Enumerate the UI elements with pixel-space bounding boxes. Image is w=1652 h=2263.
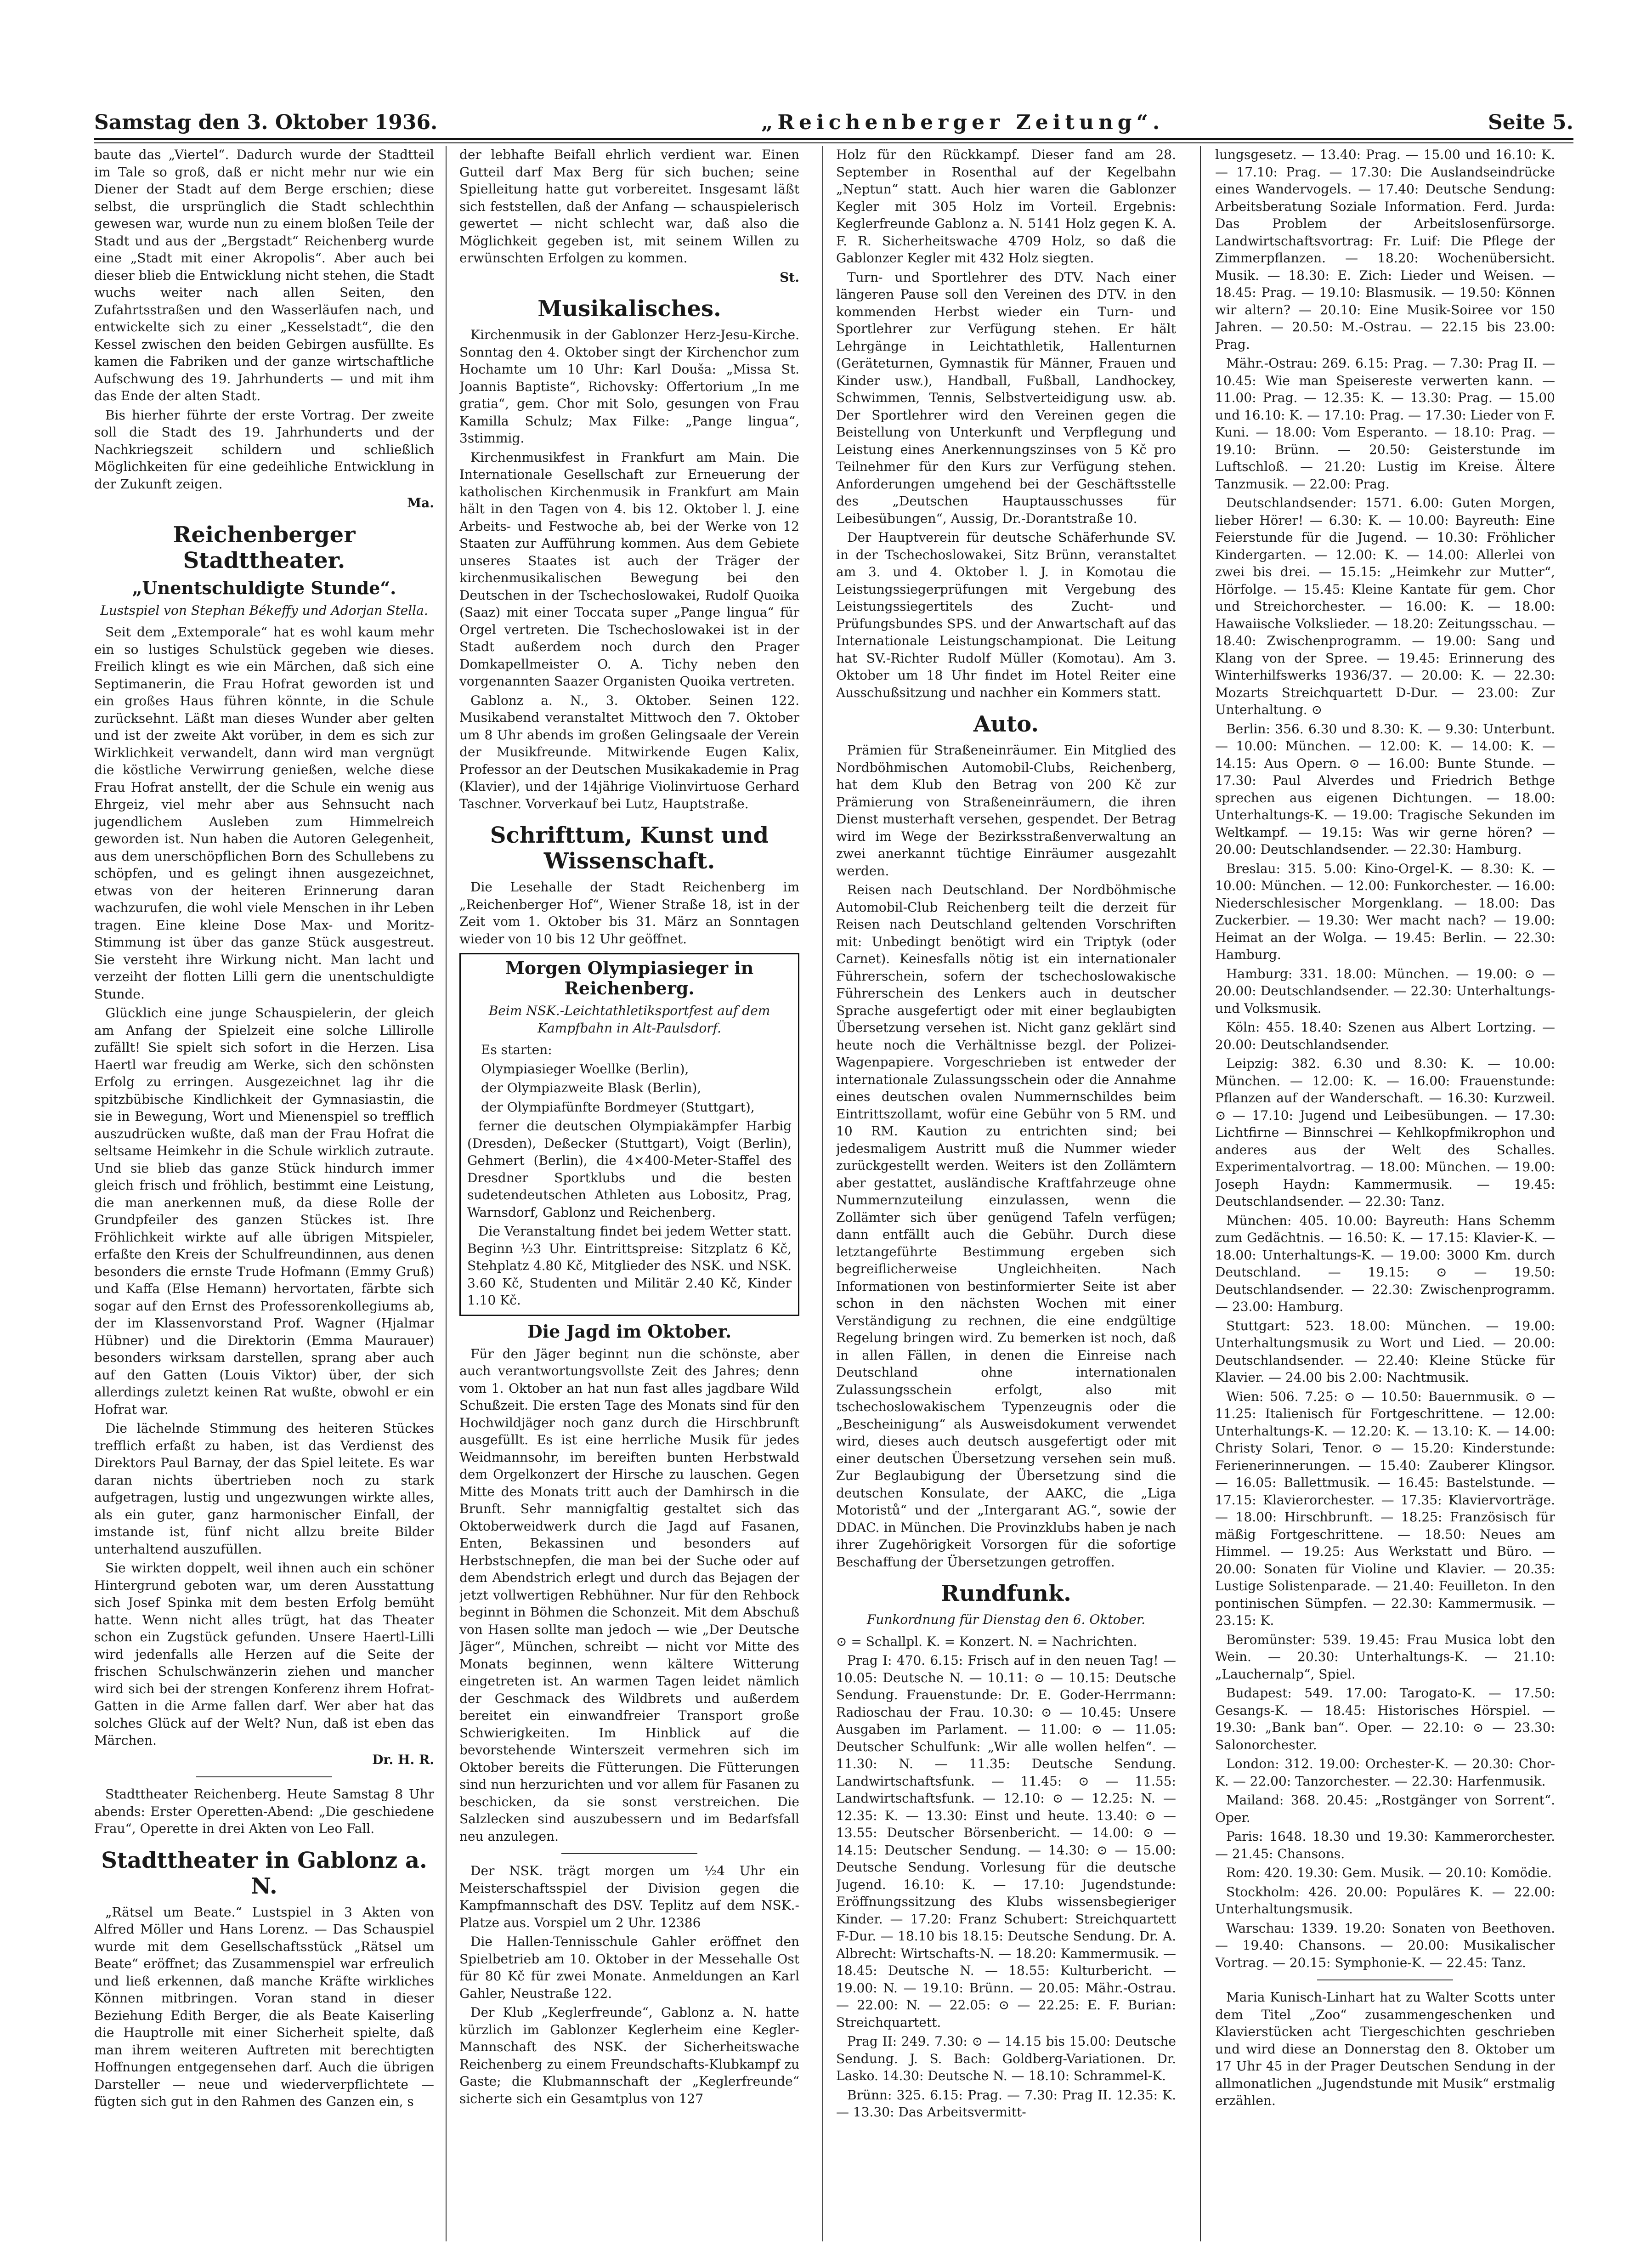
radio-station-listing: Hamburg: 331. 18.00: München. — 19.00: ⊙ — 20.00: Deutschlandsender. — 22.30: Unterhaltungs- und Volksmusik.	[1215, 966, 1555, 1016]
article-text: der lebhafte Beifall ehrlich verdient war. Einen Gutteil darf Max Berg für sich buchen; seine Spielleitung hatte gut vorbereitet. Insgesamt läßt sich feststellen, daß der Anfang — schauspielerisch gewertet — nicht schlecht war, daß also die Möglichkeit gegeben ist, mit seinem Willen zu erwünschten Erfolgen zu kommen.	[459, 147, 799, 266]
article-text: Gablonz a. N., 3. Oktober. Seinen 122. Musikabend veranstaltet Mittwoch den 7. Oktober um 8 Uhr abends im großen Gelingsaale der Verein der Musikfreunde. Mitwirkende Eugen Kalix, Professor an der Deutschen Musikakademie in Prag (Klavier), und der 14jährige Violinvirtuose Gerhard Taschner. Vorverkauf bei Lutz, Hauptstraße.	[459, 692, 799, 811]
article-text: ferner die deutschen Olympiakämpfer Harbig (Dresden), Deßecker (Stuttgart), Voigt (Berlin), Gehmert (Berlin), die 4×400-Meter-Staffel des Dresdner Sportklubs und die besten sudetendeutschen Athleten aus Lobositz, Prag, Warnsdorf, Gablonz und Reichenberg.	[467, 1118, 792, 1220]
article-text: Die Lesehalle der Stadt Reichenberg im „Reichenberger Hof“, Wiener Straße 18, ist in der Zeit vom 1. Oktober bis 31. März an Sonntagen wieder von 10 bis 12 Uhr geöffnet.	[459, 879, 799, 947]
column-1	[94, 146, 434, 2241]
section-heading: Musikalisches.	[537, 296, 721, 322]
article-text: Turn- und Sportlehrer des DTV. Nach einer längeren Pause soll den Vereinen des DTV. in den kommenden Herbst wieder ein Turn- und Sportlehrer zur Verfügung stehen. Er hält Lehrgänge in Leichtathletik, Hallenturnen (Geräteturnen, Gymnastik für Männer, Frauen und Kinder usw.), Handball, Fußball, Landhockey, Schwimmen, Tennis, Selbstverteidigung usw. ab. Der Sportlehrer wird den Vereinen gegen die Beistellung von Unterkunft und Verpflegung und Leistung eines Anerkennungszinses von 5 Kč pro Teilnehmer für den Kurs zur Verfügung stehen. Anforderungen umgehend bei der Geschäftsstelle des „Deutschen Hauptausschusses für Leibesübungen“, Aussig, Dr.-Dorantstraße 10.	[836, 269, 1176, 526]
radio-legend: ⊙ = Schallpl. K. = Konzert. N. = Nachrichten.	[836, 1633, 1137, 1649]
list-item: der Olympiafünfte Bordmeyer (Stuttgart),	[481, 1099, 755, 1115]
article-text: Maria Kunisch-Linhart hat zu Walter Scotts unter dem Titel „Zoo“ zusammengeschenken und Klavierstücken acht Tiergeschichten geschrieben und wird diese an Donnerstag den 8. Oktober um 17 Uhr 45 in der Prager Deutschen Sendung in der allmonatlichen „Jugendstunde mit Musik“ erstmalig erzählen.	[1215, 1990, 1555, 2108]
radio-station-listing: Wien: 506. 7.25: ⊙ — 10.50: Bauernmusik. ⊙ — 11.25: Italienisch für Fortgeschrittene. — 12.00: Unterhaltungs-K. — 12.20: K. — 13.10: K. — 14.00: Christy Solari, Tenor. ⊙ — 15.20: Kinderstunde: Ferienerinnerungen. — 15.40: Zauberer Klingsor. — 16.05: Ballettmusik. — 16.45: Bastelstunde. — 17.15: Klavierorchester. — 17.35: Klaviervorträge. — 18.00: Hirschbrunft. — 18.25: Französisch für mäßig Fortgeschrittene. — 18.50: Neues am Himmel. — 19.25: Aus Werkstatt und Büro. — 20.00: Sonaten für Violine und Klavier. — 20.35: Lustige Solistenparade. — 21.40: Feuilleton. In den pontinischen Sümpfen. — 22.30: Kammermusik. — 23.15: K.	[1215, 1389, 1555, 1628]
article-signature: Dr. H. R.	[372, 1752, 434, 1767]
column-3	[836, 146, 1176, 2241]
article-text: Der Hauptverein für deutsche Schäferhunde SV. in der Tschechoslowakei, Sitz Brünn, veranstaltet am 3. und 4. Oktober l. J. in Komotau die Leistungssiegerprüfungen mit Vergebung des Leistungssiegertitels des Zucht- und Prüfungsbundes SPS. und der Anwartschaft auf das Internationale Leistungschampionat. Die Leitung hat SV.-Richter Rudolf Müller (Komotau). Am 3. Oktober um 18 Uhr findet im Hotel Reiter eine Ausschußsitzung und nachher ein Kommers statt.	[836, 530, 1176, 700]
list-item: Olympiasieger Woellke (Berlin),	[481, 1061, 689, 1077]
article-text: Kirchenmusikfest in Frankfurt am Main. Die Internationale Gesellschaft zur Erneuerung der katholischen Kirchenmusik in Frankfurt am Main hält in den Tagen von 4. bis 12. Oktober l. J. eine Arbeits- und Festwoche ab, bei der Werke von 12 Staaten zur Aufführung kommen. Aus dem Gebiete unseres Staates ist auch der Träger der kirchenmusikalischen Bewegung bei den Deutschen in der Tschechoslowakei, Rudolf Quoika (Saaz) mit einer Toccata super „Pange lingua“ für Orgel vertreten. Die Tschechoslowakei ist in der Stadt außerdem noch durch den Prager Domkapellmeister O. A. Tichy neben den vorgenannten Saazer Organisten Quoika vertreten.	[459, 449, 799, 689]
section-heading: Auto.	[973, 711, 1039, 737]
starter-list	[467, 1041, 792, 1116]
review-title: „Unentschuldigte Stunde“.	[132, 577, 396, 598]
radio-station-listing: Paris: 1648. 18.30 und 19.30: Kammerorchester. — 21.45: Chansons.	[1215, 1829, 1555, 1861]
article-text: Sie wirkten doppelt, weil ihnen auch ein schöner Hintergrund geboten war, um deren Ausstattung sich Josef Spinka mit dem besten Erfolg bemüht hatte. Wenn nicht alles trügt, hat das Theater schon ein Zugstück gefunden. Unsere Haertl-Lilli wird jedenfalls alle Herzen auf die Seite der frischen Schulschwänzerin ziehen und mancher wird sich bei der strengen Konferenz ihrem Hofrat-Gatten in die Arme fallen darf. Wer aber hat das solches Glück auf der Welt? Nun, daß ist eben das Märchen.	[94, 1560, 434, 1748]
radio-station-listing: Prag I: 470. 6.15: Frisch auf in den neuen Tag! — 10.05: Deutsche N. — 10.11: ⊙ — 10.15: Deutsche Sendung. Frauenstunde: Dr. E. Goder-Herrmann: Radioschau der Frau. 10.30: ⊙ — 10.45: Unsere Ausgaben im Parlament. — 11.00: ⊙ — 11.05: Deutscher Schulfunk: „Wir alle wollen helfen“. — 11.30: N. — 11.35: Deutsche Sendung. Landwirtschaftsfunk. — 11.45: ⊙ — 11.55: Landwirtschaftsfunk. — 12.10: ⊙ — 12.25: N. — 12.35: K. — 13.30: Einst und heute. 13.40: ⊙ — 13.55: Deutscher Börsenbericht. — 14.00: ⊙ — 14.15: Deutscher Sendung. — 14.30: ⊙ — 15.00: Deutsche Sendung. Vorlesung für die deutsche Jugend. 16.10: K. — 17.10: Jugendstunde: Eröffnungssitzung des Klubs wissensbegieriger Kinder. — 17.20: Franz Schubert: Streichquartett F-Dur. — 18.10 bis 18.15: Deutsche Sendung. Dr. A. Albrecht: Wirtschafts-N. — 18.20: Kammermusik. — 18.45: Deutsche N. — 18.55: Kulturbericht. — 19.00: N. — 19.10: Brünn. — 20.05: Mähr.-Ostrau. — 22.00: N. — 22.05: ⊙ — 22.25: E. F. Burian: Streichquartett.	[836, 1653, 1176, 2030]
article-text: Glücklich eine junge Schauspielerin, der gleich am Anfang der Spielzeit eine solche Lillirolle zufällt! Sie spielt sich sofort in die Herzen. Lisa Haertl war freudig am Werke, sich den schönsten Erfolg zu erringen. Ausgezeichnet lag ihr die spitzbübische Kindlichkeit der Gymnasiastin, die sie in Bewegung, Wort und Mienenspiel so trefflich auszudrücken wußte, daß man der Frau Hofrat die seltsame Heimkehr in die Schule wirklich zutraute. Und sie blieb das ganze Stück hindurch immer gleich frisch und fröhlich, bestimmt eine Leistung, die man anerkennen muß, da diese Rolle der Grundpfeiler des ganzen Stückes ist. Ihre Fröhlichkeit wirkte auf alle übrigen Mitspieler, erfaßte den Kreis der Schulfreundinnen, aus denen besonders die ernste Trude Hofmann (Emmy Gruß) und Kaffa (Else Hemann) hervortaten, färbte sich sogar auf den Ernst des Professorenkollegiums ab, der im Klassenvorstand Prof. Wagner (Hjalmar Hübner) und die Direktorin (Emma Maurauer) besonders wirksam darstellen, sprang aber auch auf den Gatten (Louis Viktor) über, der sich allerdings zuletzt keinen Rat wußte, obwohl er ein Hofrat war.	[94, 1005, 434, 1417]
header-page-number: Seite 5.	[1488, 111, 1573, 134]
radio-station-listing: Stockholm: 426. 20.00: Populäres K. — 22.00: Unterhaltungsmusik.	[1215, 1884, 1555, 1917]
article-text: Die lächelnde Stimmung des heiteren Stückes trefflich erfaßt zu haben, ist das Verdienst des Direktors Paul Barnay, der das Spiel leitete. Es war daran nichts übertrieben noch zu stark aufgetragen, lustig und ungezwungen wirkte alles, als ein guter, ganz harmonischer Einfall, der imstande ist, fünf nicht allzu breite Bilder unterhaltend auszufüllen.	[94, 1421, 434, 1557]
column-rule	[446, 146, 447, 2241]
separator	[561, 1853, 697, 1854]
separator	[1317, 1979, 1453, 1980]
article-text: Bis hierher führte der erste Vortrag. Der zweite soll die Stadt des 19. Jahrhunderts und der Nachkriegszeit schildern und schließlich Möglichkeiten für eine gedeihliche Entwicklung in der Zukunft zeigen.	[94, 407, 434, 492]
announcement-subtitle: Beim NSK.-Leichtathletiksportfest auf dem Kampfbahn in Alt-Paulsdorf.	[488, 1003, 770, 1036]
radio-station-listing: Warschau: 1339. 19.20: Sonaten von Beethoven. — 19.40: Chansons. — 20.00: Musikalischer Vortrag. — 20.15: Symphonie-K. — 22.45: Tanz.	[1215, 1920, 1555, 1970]
section-heading: Stadttheater in Gablonz a. N.	[101, 1847, 427, 1899]
notice-text: Stadttheater Reichenberg. Heute Samstag 8 Uhr abends: Erster Operetten-Abend: „Die geschiedene Frau“, Operette in drei Akten von Leo Fall.	[94, 1787, 434, 1836]
column-rule	[822, 146, 823, 2241]
column-4	[1215, 146, 1555, 2241]
radio-station-listing: Deutschlandsender: 1571. 6.00: Guten Morgen, lieber Hörer! — 6.30: K. — 10.00: Bayreuth: Eine Feierstunde für die Jugend. — 10.30: Fröhlicher Kindergarten. — 12.00: K. — 14.00: Allerlei von zwei bis drei. — 15.15: „Heimkehr zur Mutter“, Hörfolge. — 15.45: Kleine Kantate für gem. Chor und Streichorchester. — 16.00: K. — 18.00: Hawaiische Volkslieder. — 18.20: Zeitungsschau. — 18.40: Zwischenprogramm. — 19.00: Sang und Klang von der Spree. — 19.45: Erinnerung des Winterhilfswerks 1936/37. — 20.00: K. — 22.30: Mozarts Streichquartett D-Dur. — 23.00: Zur Unterhaltung. ⊙	[1215, 495, 1555, 717]
list-item: Es starten:	[481, 1042, 552, 1057]
article-text: Für den Jäger beginnt nun die schönste, aber auch verantwortungsvollste Zeit des Jahres; denn vom 1. Oktober an hat nun fast alles jagdbare Wild Schußzeit. Die ersten Tage des Monats sind für den Hochwildjäger noch ganz durch die Hirschbrunft ausgefüllt. Es ist eine herrliche Musik für jedes Weidmannsohr, im bereiften bunten Herbstwald dem Orgelkonzert der Hirsche zu lauschen. Gegen Mitte des Monats tritt auch der Damhirsch in die Brunft. Sehr mannigfaltig gestaltet sich das Oktoberweidwerk durch die Jagd auf Fasanen, Enten, Bekassinen und besonders auf Herbstschnepfen, die man bei der Suche oder auf dem Abendstrich erlegt und durch das Bejagen der jetzt vollwertigen Rebhühner. Nur für den Rehbock beginnt in Böhmen die Schonzeit. Mit dem Abschuß von Hasen sollte man jedoch — wie „Der Deutsche Jäger“, München, schreibt — nicht vor Mitte des Monats beginnen, wenn kältere Witterung eingetreten ist. An warmen Tagen leidet nämlich der Geschmack des Wildbrets und außerdem bereitet ein einwandfreier Transport große Schwierigkeiten. Im Hinblick auf die bevorstehende Winterszeit vermehren sich im Oktober bereits die Fütterungen. Die Fütterungen sind nun herzurichten und vor allem für Fasanen zu beschicken, da sie sonst verstreichen. Die Salzlecken sind auszubessern und im Bedarfsfall neu anzulegen.	[459, 1346, 799, 1844]
radio-station-listing: Rom: 420. 19.30: Gem. Musik. — 20.10: Komödie.	[1226, 1865, 1552, 1880]
radio-station-listing: London: 312. 19.00: Orchester-K. — 20.30: Chor-K. — 22.00: Tanzorchester. — 22.30: Harfenmusik.	[1215, 1756, 1555, 1789]
radio-station-listing: Köln: 455. 18.40: Szenen aus Albert Lortzing. — 20.00: Deutschlandsender.	[1215, 1020, 1555, 1052]
separator	[196, 1776, 332, 1777]
radio-station-listing: lungsgesetz. — 13.40: Prag. — 15.00 und 16.10: K. — 17.10: Prag. — 17.30: Die Auslandseindrücke eines Wandervogels. — 17.40: Deutsche Sendung: Arbeitsberatung Soziale Information. Ferd. Jurda: Das Problem der Arbeitslosenfürsorge. Landwirtschaftsvortrag: Fr. Luif: Die Pflege der Zimmerpflanzen. — 18.20: Wochenübersicht. Musik. — 18.30: E. Zich: Lieder und Weisen. — 18.45: Prag. — 19.10: Blasmusik. — 19.50: Können wir altern? — 20.10: Eine Musik-Soiree vor 150 Jahren. — 20.50: M.-Ostrau. — 22.15 bis 23.00: Prag.	[1215, 147, 1555, 352]
sport-announcement-box	[459, 953, 799, 1316]
article-text: „Rätsel um Beate.“ Lustspiel in 3 Akten von Alfred Möller und Hans Lorenz. — Das Schauspiel wurde mit dem Gesellschaftsstück „Rätsel um Beate“ eröffnet; das Zusammenspiel war erfreulich und ließ erkennen, daß manche Kräfte wirkliches Können mitbringen. Voran stand in dieser Beziehung Edith Berger, die als Beate Kaiserling die Hauptrolle mit einer Sicherheit spielte, daß man ihrem weiteren Auftreten mit berechtigten Hoffnungen entgegensehen darf. Auch die übrigen Darsteller — neue und wiederverpflichtete — fügten sich gut in den Rahmen des Ganzen ein, s	[94, 1904, 434, 2109]
review-subtitle: Lustspiel von Stephan Békeffy und Adorjan Stella.	[100, 602, 428, 618]
section-heading: Rundfunk.	[941, 1581, 1071, 1606]
radio-station-listing: München: 405. 10.00: Bayreuth: Hans Schemm zum Gedächtnis. — 16.50: K. — 17.15: Klavier-K. — 18.00: Unterhaltungs-K. — 19.00: 3000 Km. durch Deutschland. — 19.15: ⊙ — 19.50: Deutschlandsender. — 22.30: Zwischenprogramm. — 23.00: Hamburg.	[1215, 1213, 1555, 1314]
radio-station-listing: Brünn: 325. 6.15: Prag. — 7.30: Prag II. 12.35: K. — 13.30: Das Arbeitsvermitt-	[836, 2087, 1176, 2120]
radio-station-listing: Beromünster: 539. 19.45: Frau Musica lobt den Wein. — 20.30: Unterhaltungs-K. — 21.10: „Lauchernalp“, Spiel.	[1215, 1632, 1555, 1682]
radio-station-listing: Budapest: 549. 17.00: Tarogato-K. — 17.50: Gesangs-K. — 18.45: Historisches Hörspiel. — 19.30: „Bank ban“. Oper. — 22.10: ⊙ — 23.30: Salonorchester.	[1215, 1685, 1555, 1753]
column-2	[459, 146, 799, 2241]
article-text: Die Hallen-Tennisschule Gahler eröffnet den Spielbetrieb am 10. Oktober in der Messehalle Ost für 80 Kč für zwei Monate. Anmeldungen an Karl Gahler, Neustraße 122.	[459, 1934, 799, 2001]
article-text: Der Klub „Keglerfreunde“, Gablonz a. N. hatte kürzlich im Gablonzer Keglerheim eine Kegler-Mannschaft des NSK. der Sicherheitswache Reichenberg zu einem Freundschafts-Klubkampf zu Gaste; die Klubmannschaft der „Keglerfreunde“ sicherte sich ein Gesamtplus von 127	[459, 2005, 799, 2106]
announcement-heading: Morgen Olympiasieger in Reichenberg.	[505, 958, 754, 998]
article-text: Prämien für Straßeneinräumer. Ein Mitglied des Nordböhmischen Automobil-Clubs, Reichenberg, hat dem Klub den Betrag von 200 Kč zur Prämierung von Straßeneinräumern, die ihren Dienst musterhaft versehen, gespendet. Der Betrag wird im Wege der Bezirksstraßenverwaltung an zwei anerkannt tüchtige Einräumer ausgezahlt werden.	[836, 743, 1176, 879]
article-signature: Ma.	[407, 495, 434, 510]
header-paper-name: „Reichenberger Zeitung“.	[761, 111, 1165, 134]
article-text: Holz für den Rückkampf. Dieser fand am 28. September in Rosenthal auf der Kegelbahn „Neptun“ statt. Auch hier waren die Gablonzer Kegler mit 305 Holz im Vorteil. Ergebnis: Keglerfreunde Gablonz a. N. 5141 Holz gegen K. A. F. R. Sicherheitswache 4709 Holz, so daß die Gablonzer Kegler mit 432 Holz siegten.	[836, 147, 1176, 266]
radio-station-listing: Prag II: 249. 7.30: ⊙ — 14.15 bis 15.00: Deutsche Sendung. J. S. Bach: Goldberg-Variationen. Dr. Lasko. 14.30: Deutsche N. — 18.10: Schrammel-K.	[836, 2034, 1176, 2083]
article-text: Der NSK. trägt morgen um ½4 Uhr ein Meisterschaftsspiel der Division gegen die Kampfmannschaft des DSV. Teplitz auf dem NSK.-Platze aus. Vorspiel um 2 Uhr. 12386	[459, 1863, 799, 1930]
article-signature: St.	[780, 269, 799, 285]
article-text: Seit dem „Extemporale“ hat es wohl kaum mehr ein so lustiges Schulstück gegeben wie dieses. Freilich klingt es wie ein Märchen, daß sich eine Septimanerin, die Frau Hofrat geworden ist und ein großes Haus führen könnte, in die Schule zurücksehnt. Läßt man dieses Wunder aber gelten und ist der zweite Akt vorüber, in dem es sich zur Wirklichkeit verwandelt, dann wird man vergnügt die köstliche Verwirrung genießen, welche diese Frau Hofrat anstellt, der die Schule ein wenig aus Ehrgeiz, viel mehr aber aus Sehnsucht nach jugendlichem Ausleben zum Himmelreich geworden ist. Nun haben die Autoren Gelegenheit, aus dem unerschöpflichen Born des Schullebens zu schöpfen, und es gelingt ihnen ausgezeichnet, etwas von der heiteren Erinnerung daran wachzurufen, die wohl viele Menschen in ihr Leben tragen. Eine kleine Dose Max- und Moritz-Stimmung ist über das ganze Stück ausgestreut. Sie versteht ihre Wirkung nicht. Man lacht und verzeiht der flotten Lilli gern die unentschuldigte Stunde.	[94, 624, 434, 1002]
article-heading: Die Jagd im Oktober.	[527, 1321, 732, 1342]
radio-program-date: Funkordnung für Dienstag den 6. Oktober.	[866, 1612, 1146, 1627]
article-text: Die Veranstaltung findet bei jedem Wetter statt. Beginn ½3 Uhr. Eintrittspreise: Sitzplatz 6 Kč, Stehplatz 4.80 Kč, Mitglieder des NSK. und NSK. 3.60 Kč, Studenten und Militär 2.40 Kč, Kinder 1.10 Kč.	[467, 1224, 792, 1308]
article-text: Kirchenmusik in der Gablonzer Herz-Jesu-Kirche. Sonntag den 4. Oktober singt der Kirchenchor zum Hochamte um 10 Uhr: Karl Douša: „Missa St. Joannis Baptiste“, Richovsky: Offertorium „In me gratia“, gem. Chor mit Solo, gesungen von Frau Kamilla Schulz; Max Filke: „Pange lingua“, 3stimmig.	[459, 327, 799, 446]
radio-station-listing: Leipzig: 382. 6.30 und 8.30: K. — 10.00: München. — 12.00: K. — 16.00: Frauenstunde: Pflanzen auf der Wanderschaft. — 16.30: Kurzweil. ⊙ — 17.10: Jugend und Leibesübungen. — 17.30: Lichtfirne — Binnschrei — Kehlkopfmikrophon und anderes aus der Welt des Schalles. Experimentalvortrag. — 18.00: München. — 19.00: Joseph Haydn: Kammermusik. — 19.45: Deutschlandsender. — 22.30: Tanz.	[1215, 1056, 1555, 1209]
header-rule	[94, 138, 1573, 143]
page-header	[94, 107, 1573, 134]
list-item: der Olympiazweite Blask (Berlin),	[481, 1080, 702, 1095]
radio-station-listing: Berlin: 356. 6.30 und 8.30: K. — 9.30: Unterbunt. — 10.00: München. — 12.00: K. — 14.00: K. — 14.15: Aus Opern. ⊙ — 16.00: Bunte Stunde. — 17.30: Paul Alverdes und Friedrich Bethge sprechen aus eigenen Dichtungen. — 18.00: Unterhaltungs-K. — 19.00: Tragische Sekunden im Weltkampf. — 19.15: Was wir gerne hören? — 20.00: Deutschlandsender. — 22.30: Hamburg.	[1215, 721, 1555, 857]
article-text: Reisen nach Deutschland. Der Nordböhmische Automobil-Club Reichenberg teilt die derzeit für Reisen nach Deutschland geltenden Vorschriften mit: Unbedingt benötigt wird ein Triptyk (oder Carnet). Keinesfalls nötig ist ein internationaler Führerschein, sofern der tschechoslowakische Führerschein des Lenkers auch in deutscher Sprache ausgefertigt oder mit einer beglaubigten Übersetzung versehen ist. Nicht ganz geklärt sind heute noch die Verhältnisse bezgl. der Polizei-Wagenpapiere. Vorgeschrieben ist entweder der internationale Zulassungsschein oder die Annahme eines deutschen ovalen Nummernschildes beim Eintrittszollamt, wofür eine Gebühr von 5 RM. und 10 RM. Kaution zu entrichten sind; bei jedesmaligem Austritt muß die Nummer wieder zurückgestellt werden. Weiters ist den Zollämtern aber gestattet, ausländische Kraftfahrzeuge ohne Nummernzuteilung einzulassen, wenn die Zollämter sich über genügend Tafeln verfügen; dann entfällt auch die Gebühr. Durch diese letztangeführte Bestimmung ergeben sich begreiflicherweise Ungleichheiten. Nach Informationen von bestinformierter Seite ist aber schon in den nächsten Wochen mit einer Verständigung zu rechnen, die eine endgültige Regelung bringen wird. Zu bemerken ist noch, daß in allen Fällen, in denen die Einreise nach Deutschland ohne internationalen Zulassungsschein erfolgt, also mit tschechoslowakischem Typenzeugnis oder die „Bescheinigung“ als Ausweisdokument verwendet wird, dieses auch deutsch ausgefertigt oder mit einer deutschen Übersetzung versehen sein muß. Zur Beglaubigung der Übersetzung sind die deutschen Konsulate, der AAKC, die „Liga Motoristů“ und der „Intergarant AG.“, sowie der DDAC. in München. Die Provinzklubs haben je nach ihrer Zugehörigkeit Vorsorgen für die sofortige Beschaffung der Übersetzungen getroffen.	[836, 882, 1176, 1570]
column-rule	[1200, 146, 1201, 2241]
header-date: Samstag den 3. Oktober 1936.	[94, 111, 438, 134]
section-heading: Reichenberger Stadttheater.	[173, 522, 356, 573]
section-heading: Schrifttum, Kunst und Wissenschaft.	[490, 822, 769, 874]
radio-station-listing: Breslau: 315. 5.00: Kino-Orgel-K. — 8.30: K. — 10.00: München. — 12.00: Funkorchester. — 16.00: Niederschlesischer Morgenklang. — 18.00: Das Zuckerbier. — 19.30: Wer macht nach? — 19.00: Heimat an der Wolga. — 19.45: Berlin. — 22.30: Hamburg.	[1215, 861, 1555, 962]
article-text: baute das „Viertel“. Dadurch wurde der Stadtteil im Tale so groß, daß er nicht mehr nur wie ein Diener der Stadt auf dem Berge erschien; diese selbst, die ursprünglich die Stadt schlechthin gewesen war, wurde nun zu einem bloßen Teile der Stadt und aus der „Bergstadt“ Reichenberg wurde eine „Stadt mit einer Akropolis“. Aber auch bei dieser blieb die Entwicklung nicht stehen, die Stadt wuchs weiter nach allen Seiten, den Zufahrtsstraßen und den Wasserläufen nach, und entwickelte sich zu einer „Kesselstadt“, die den Kessel zwischen den beiden Gebirgen ausfüllte. Es kamen die Fabriken und der ganze wirtschaftliche Aufschwung des 19. Jahrhunderts — und mit ihm das Ende der alten Stadt.	[94, 147, 434, 403]
radio-station-listing: Mähr.-Ostrau: 269. 6.15: Prag. — 7.30: Prag II. — 10.45: Wie man Speisereste verwerten kann. — 11.00: Prag. — 12.35: K. — 13.30: Prag. — 15.00 und 16.10: K. — 17.10: Prag. — 17.30: Lieder von F. Kuni. — 18.00: Vom Esperanto. — 18.10: Prag. — 19.10: Brünn. — 20.50: Geisterstunde im Luftschloß. — 21.20: Lustig im Kreise. Ältere Tanzmusik. — 22.00: Prag.	[1215, 356, 1555, 492]
radio-station-listing: Mailand: 368. 20.45: „Rostgänger von Sorrent“. Oper.	[1215, 1792, 1555, 1825]
radio-station-listing: Stuttgart: 523. 18.00: München. — 19.00: Unterhaltungsmusik zu Wort und Lied. — 20.00: Deutschlandsender. — 22.40: Kleine Stücke für Klavier. — 24.00 bis 2.00: Nachtmusik.	[1215, 1318, 1555, 1385]
